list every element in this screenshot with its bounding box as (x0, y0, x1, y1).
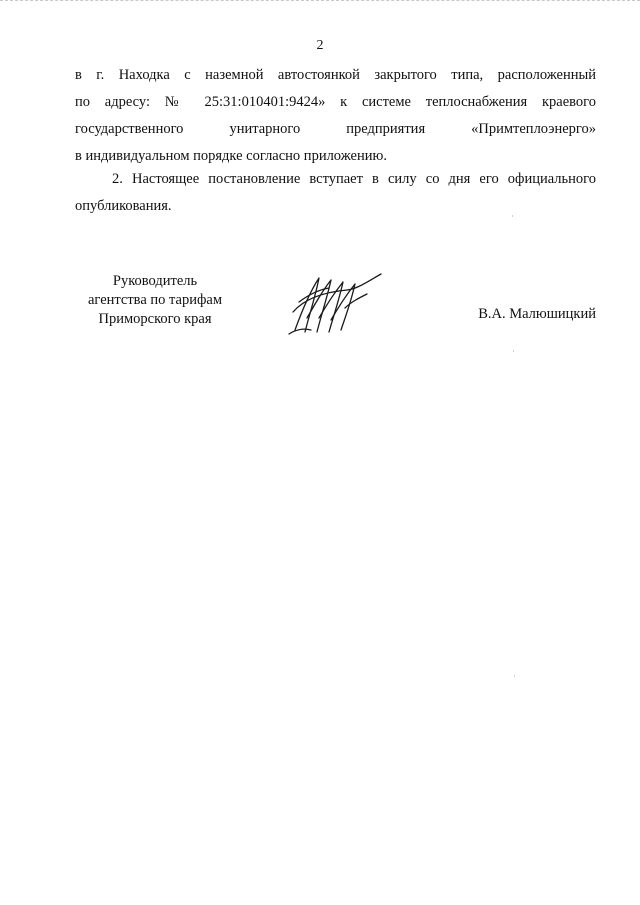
page-number: 2 (316, 38, 324, 53)
paragraph-1-line: в г. Находка с наземной автостоянкой закрытого типа, расположенный (75, 67, 596, 83)
handwritten-signature (285, 268, 395, 340)
scan-speck (514, 675, 515, 677)
signatory-position (75, 272, 235, 329)
signer-name: В.А. Малюшицкий (478, 306, 596, 322)
paragraph-1-line: по адресу: № 25:31:010401:9424» к системе теплоснабжения краевого (75, 94, 596, 110)
paragraph-2-line: 2. Настоящее постановление вступает в силу со дня его официального (112, 171, 596, 187)
scan-edge-artifact (0, 0, 640, 4)
paragraph-2 (75, 166, 596, 220)
paragraph-1-line: государственного унитарного предприятия «Примтеплоэнерго» (75, 121, 596, 137)
paragraph-1-line: в индивидуальном порядке согласно приложению. (75, 148, 387, 164)
scan-speck (513, 350, 514, 352)
signatory-position-line: Руководитель (112, 273, 198, 289)
signatory-position-line: Приморского края (98, 311, 212, 327)
signatory-position-line: агентства по тарифам (88, 292, 222, 308)
paragraph-2-line: опубликования. (75, 198, 172, 214)
scan-speck (512, 215, 513, 217)
paragraph-1 (75, 62, 596, 170)
